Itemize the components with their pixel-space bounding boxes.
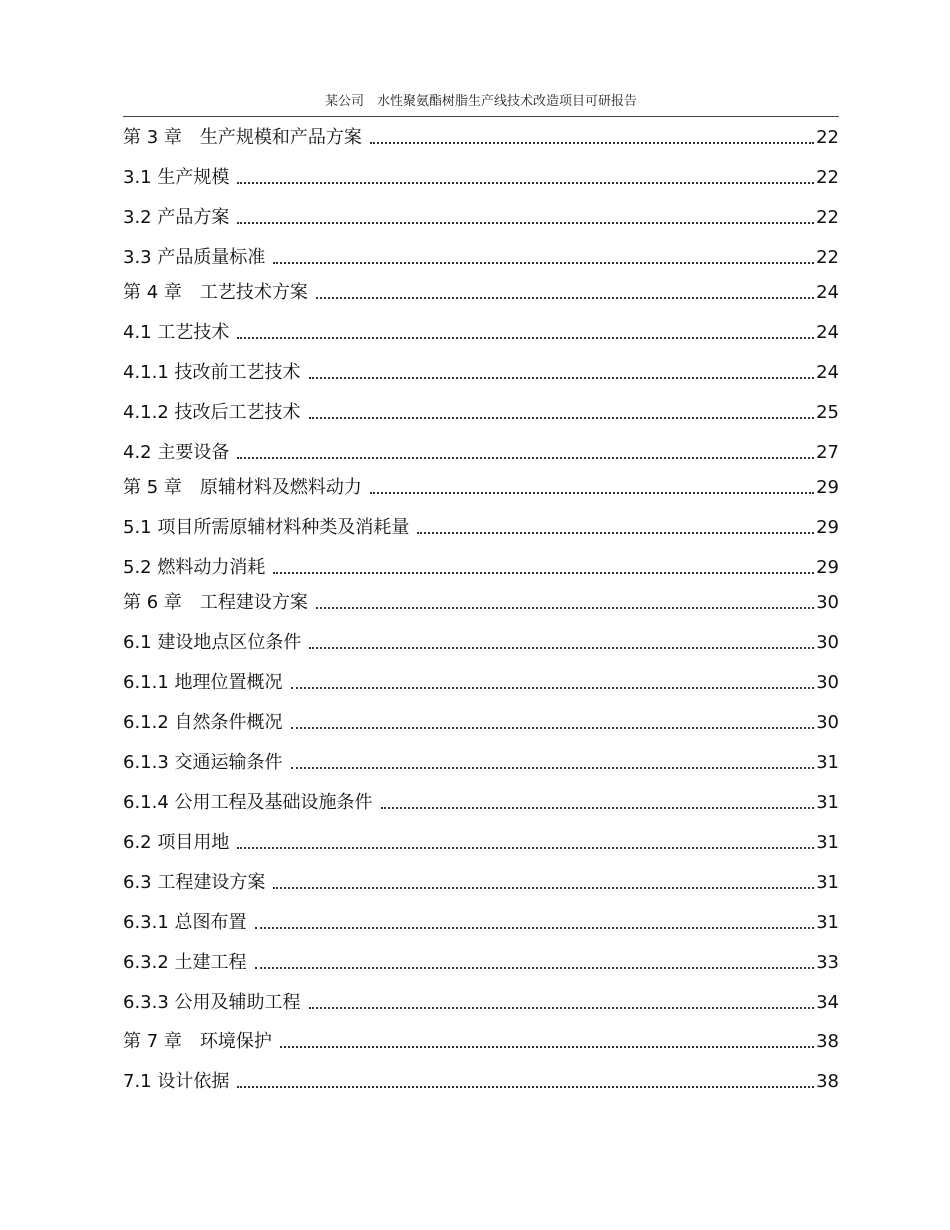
toc-entry-page: 38	[816, 1071, 839, 1092]
toc-dot-leader	[309, 376, 815, 379]
toc-entry-number: 3.2	[123, 207, 158, 228]
toc-entry-page: 30	[816, 592, 839, 613]
toc-entry-number: 第 5 章	[123, 477, 200, 498]
toc-entry-title: 设计依据	[157, 1071, 230, 1092]
toc-dot-leader	[273, 886, 814, 889]
toc-dot-leader	[237, 336, 814, 339]
toc-entry-number: 4.1.1	[123, 362, 175, 383]
toc-entry-number: 6.1.3	[123, 752, 175, 773]
toc-entry-title: 地理位置概况	[174, 672, 283, 693]
toc-entry-title: 燃料动力消耗	[157, 557, 266, 578]
toc-entry[interactable]	[123, 356, 839, 384]
toc-entry-number: 6.3	[123, 872, 158, 893]
toc-entry-number: 4.2	[123, 442, 158, 463]
toc-dot-leader	[255, 926, 815, 929]
toc-dot-leader	[237, 181, 814, 184]
toc-entry-title: 项目所需原辅材料种类及消耗量	[157, 517, 410, 538]
toc-dot-leader	[309, 646, 814, 649]
toc-dot-leader	[309, 416, 815, 419]
toc-entry-title: 工艺技术方案	[199, 282, 308, 303]
toc-entry[interactable]	[123, 121, 839, 149]
toc-entry[interactable]	[123, 826, 839, 854]
toc-entry-number: 6.1.2	[123, 712, 175, 733]
toc-entry[interactable]	[123, 866, 839, 894]
toc-dot-leader	[291, 766, 815, 769]
toc-entry-title: 生产规模	[157, 167, 230, 188]
toc-entry-page: 31	[816, 912, 839, 933]
toc-entry-page: 31	[816, 752, 839, 773]
toc-entry-page: 38	[816, 1031, 839, 1052]
toc-entry-page: 31	[816, 792, 839, 813]
toc-entry-page: 33	[816, 952, 839, 973]
toc-entry-page: 22	[816, 167, 839, 188]
toc-dot-leader	[370, 141, 814, 144]
toc-dot-leader	[370, 491, 814, 494]
toc-entry[interactable]	[123, 201, 839, 229]
toc-entry-number: 第 3 章	[123, 127, 200, 148]
toc-entry[interactable]	[123, 1065, 839, 1093]
toc-entry[interactable]	[123, 276, 839, 304]
toc-entry-title: 原辅材料及燃料动力	[199, 477, 362, 498]
toc-entry-title: 生产规模和产品方案	[199, 127, 362, 148]
toc-entry-number: 6.3.1	[123, 912, 175, 933]
toc-dot-leader	[237, 1085, 814, 1088]
toc-entry-number: 第 4 章	[123, 282, 200, 303]
toc-entry-title: 公用工程及基础设施条件	[174, 792, 373, 813]
toc-entry-page: 31	[816, 832, 839, 853]
toc-entry-title: 项目用地	[157, 832, 230, 853]
toc-dot-leader	[273, 261, 814, 264]
toc-entry-number: 5.2	[123, 557, 158, 578]
toc-dot-leader	[316, 296, 814, 299]
toc-entry-title: 总图布置	[174, 912, 247, 933]
toc-dot-leader	[309, 1006, 815, 1009]
toc-entry-page: 27	[816, 442, 839, 463]
running-header: 某公司 水性聚氨酯树脂生产线技术改造项目可研报告	[324, 94, 637, 109]
toc-entry-page: 29	[816, 557, 839, 578]
toc-entry-number: 6.1	[123, 632, 158, 653]
toc-entry-number: 6.1.1	[123, 672, 175, 693]
toc-dot-leader	[280, 1045, 814, 1048]
toc-entry-page: 30	[816, 712, 839, 733]
toc-entry[interactable]	[123, 1025, 839, 1053]
toc-dot-leader	[237, 221, 814, 224]
toc-entry-number: 7.1	[123, 1071, 158, 1092]
toc-entry-number: 6.3.2	[123, 952, 175, 973]
toc-entry-page: 24	[816, 322, 839, 343]
toc-entry-page: 24	[816, 362, 839, 383]
toc-entry[interactable]	[123, 986, 839, 1014]
toc-entry-number: 6.1.4	[123, 792, 175, 813]
toc-entry[interactable]	[123, 586, 839, 614]
toc-entry-page: 30	[816, 672, 839, 693]
toc-entry-page: 29	[816, 477, 839, 498]
toc-entry-page: 22	[816, 207, 839, 228]
toc-entry-page: 30	[816, 632, 839, 653]
toc-entry[interactable]	[123, 706, 839, 734]
toc-dot-leader	[291, 726, 815, 729]
toc-entry[interactable]	[123, 241, 839, 269]
toc-entry-page: 34	[816, 992, 839, 1013]
toc-entry-title: 建设地点区位条件	[157, 632, 302, 653]
toc-entry-page: 22	[816, 127, 839, 148]
toc-entry-number: 3.1	[123, 167, 158, 188]
toc-entry-number: 第 7 章	[123, 1031, 200, 1052]
toc-entry[interactable]	[123, 511, 839, 539]
toc-entry-title: 产品质量标准	[157, 247, 266, 268]
toc-entry-title: 自然条件概况	[174, 712, 283, 733]
toc-dot-leader	[255, 966, 815, 969]
toc-dot-leader	[417, 531, 814, 534]
toc-entry-title: 主要设备	[157, 442, 230, 463]
toc-dot-leader	[237, 846, 814, 849]
toc-dot-leader	[316, 606, 814, 609]
toc-entry[interactable]	[123, 471, 839, 499]
toc-entry-number: 6.3.3	[123, 992, 175, 1013]
toc-entry-page: 24	[816, 282, 839, 303]
toc-dot-leader	[381, 806, 815, 809]
toc-entry-number: 6.2	[123, 832, 158, 853]
toc-dot-leader	[237, 456, 814, 459]
toc-dot-leader	[273, 571, 814, 574]
toc-entry[interactable]	[123, 626, 839, 654]
toc-entry-page: 25	[816, 402, 839, 423]
toc-entry-page: 29	[816, 517, 839, 538]
toc-entry-title: 环境保护	[199, 1031, 272, 1052]
toc-entry[interactable]	[123, 551, 839, 579]
toc-entry-title: 公用及辅助工程	[174, 992, 301, 1013]
toc-entry-number: 4.1	[123, 322, 158, 343]
toc-entry-number: 5.1	[123, 517, 158, 538]
toc-entry[interactable]	[123, 786, 839, 814]
toc-entry[interactable]	[123, 666, 839, 694]
toc-entry[interactable]	[123, 906, 839, 934]
header-rule	[123, 116, 839, 117]
toc-entry-page: 31	[816, 872, 839, 893]
toc-entry[interactable]	[123, 946, 839, 974]
toc-entry-number: 第 6 章	[123, 592, 200, 613]
toc-entry[interactable]	[123, 161, 839, 189]
toc-entry[interactable]	[123, 316, 839, 344]
toc-entry-page: 22	[816, 247, 839, 268]
toc-dot-leader	[291, 686, 815, 689]
toc-entry-title: 工程建设方案	[199, 592, 308, 613]
toc-entry[interactable]	[123, 436, 839, 464]
toc-entry-title: 工程建设方案	[157, 872, 266, 893]
toc-entry-number: 3.3	[123, 247, 158, 268]
toc-entry[interactable]	[123, 746, 839, 774]
toc-entry-number: 4.1.2	[123, 402, 175, 423]
toc-entry-title: 工艺技术	[157, 322, 230, 343]
toc-entry-title: 产品方案	[157, 207, 230, 228]
toc-entry-title: 土建工程	[174, 952, 247, 973]
toc-entry-title: 技改前工艺技术	[174, 362, 301, 383]
toc-entry-title: 技改后工艺技术	[174, 402, 301, 423]
toc-entry[interactable]	[123, 396, 839, 424]
toc-entry-title: 交通运输条件	[174, 752, 283, 773]
